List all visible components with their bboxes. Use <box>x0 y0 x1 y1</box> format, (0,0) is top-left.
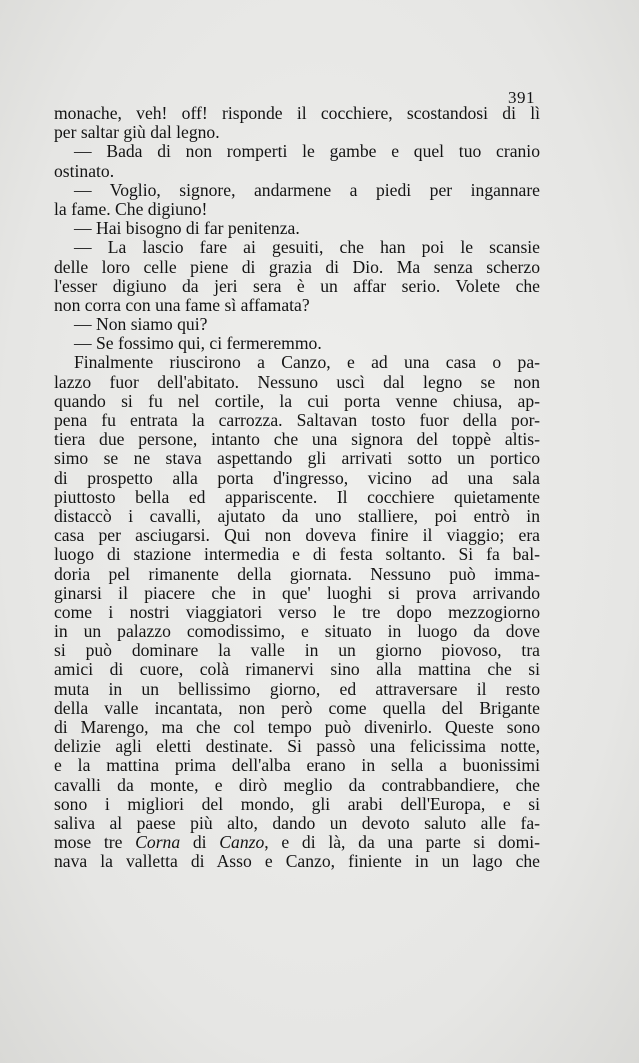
text-line: come i nostri viaggiatori verso le tre dopo mezzogiorno <box>54 601 540 622</box>
text-line: ginarsi il piacere che in que' luoghi si prova arrivando <box>54 582 540 603</box>
text-line: di Marengo, ma che col tempo può divenirlo. Queste sono <box>54 717 540 737</box>
text-line: sono i migliori del mondo, gli arabi dell'Europa, e si <box>54 793 540 814</box>
text-line: — Bada di non romperti le gambe e quel tuo cranio <box>74 141 540 162</box>
italic-term: Canzo <box>219 832 265 853</box>
text-line: — Voglio, signore, andarmene a piedi per ingannare <box>74 179 540 200</box>
line-segment: mose tre <box>54 832 136 853</box>
text-line: delizie agli eletti destinate. Si passò una felicissima notte, <box>54 736 540 757</box>
text-line: muta in un bellissimo giorno, ed attraversare il resto <box>54 678 540 699</box>
line-segment: , e di là, da una parte si domi- <box>264 832 540 853</box>
text-line: luogo di stazione intermedia e di festa soltanto. Si fa bal- <box>54 544 540 565</box>
text-line: monache, veh! off! risponde il cocchiere, scostandosi di lì <box>54 103 540 123</box>
text-line: lazzo fuor dell'abitato. Nessuno uscì dal legno se non <box>54 371 540 392</box>
text-line: cavalli da monte, e dirò meglio da contrabbandiere, che <box>54 774 540 795</box>
text-line: saliva al paese più alto, dando un devoto saluto alle fa- <box>54 812 540 833</box>
text-line: simo se ne stava aspettando gli arrivati sotto un portico <box>54 448 540 469</box>
text-line: — Se fossimo qui, ci fermeremmo. <box>74 333 322 354</box>
text-line: amici di cuore, colà rimanervi sino alla mattina che si <box>54 659 540 680</box>
body-text <box>54 104 540 872</box>
text-line: della valle incantata, non però come quella del Brigante <box>54 697 540 718</box>
text-line: distaccò i cavalli, ajutato da uno stalliere, poi entrò in <box>54 505 540 526</box>
text-line: ostinato. <box>54 160 115 181</box>
text-line: e la mattina prima dell'alba erano in sella a buonissimi <box>54 755 540 776</box>
text-line: Finalmente riuscirono a Canzo, e ad una casa o pa- <box>74 352 540 373</box>
text-line: in un palazzo comodissimo, e situato in luogo da dove <box>54 621 540 642</box>
text-line <box>54 833 540 852</box>
text-line: delle loro celle piene di grazia di Dio. Ma senza scherzo <box>54 256 540 277</box>
text-line: doria pel rimanente della giornata. Nessuno può imma- <box>54 563 540 584</box>
italic-term: Corna <box>135 832 181 853</box>
text-line: — Non siamo qui? <box>74 314 208 335</box>
text-line: piuttosto bella ed appariscente. Il cocchiere quietamente <box>54 486 540 507</box>
page-number: 391 <box>508 88 535 107</box>
text-line: non corra con una fame sì affamata? <box>54 294 310 315</box>
text-line: nava la valletta di Asso e Canzo, finiente in un lago che <box>54 851 540 872</box>
text-line: l'esser digiuno da jeri sera è un affar serio. Volete che <box>54 275 540 296</box>
text-line: di prospetto alla porta d'ingresso, vicino ad una sala <box>54 467 540 488</box>
text-line: casa per asciugarsi. Qui non doveva finire il viaggio; era <box>54 525 540 546</box>
text-line: tiera due persone, intanto che una signora del toppè altis- <box>54 429 540 450</box>
text-line: — Hai bisogno di far penitenza. <box>74 218 300 239</box>
text-line: per saltar giù dal legno. <box>54 122 220 143</box>
text-line: la fame. Che digiuno! <box>54 198 208 219</box>
text-line: quando si fu nel cortile, la cui porta venne chiusa, ap- <box>54 390 540 411</box>
text-line: pena fu entrata la carrozza. Saltavan tosto fuor della por- <box>54 410 540 430</box>
text-line: si può dominare la valle in un giorno piovoso, tra <box>54 640 540 661</box>
line-segment: di <box>180 832 220 853</box>
text-line: — La lascio fare ai gesuiti, che han poi le scansie <box>74 237 540 258</box>
